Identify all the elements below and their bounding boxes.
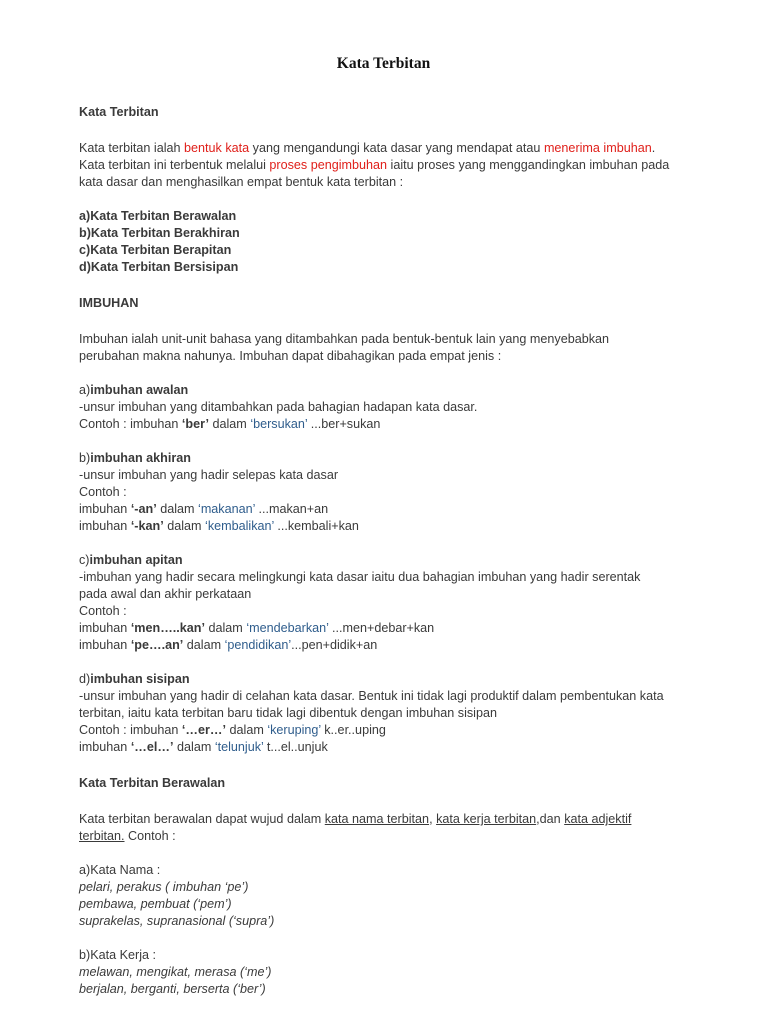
text: Kata terbitan ini terbentuk melalui <box>79 158 270 172</box>
text: imbuhan <box>79 519 131 533</box>
text: ...makan+an <box>254 502 329 516</box>
text: dalam <box>209 417 251 431</box>
paragraph-line: terbitan, iaitu kata terbitan baru tidak lagi dibentuk dengan imbuhan sisipan <box>79 706 497 720</box>
text: yang mengandungi kata dasar yang mendapat atau <box>249 141 544 155</box>
link-kata-nama-terbitan[interactable]: kata nama terbitan <box>324 812 430 826</box>
text: ...men+debar+kan <box>328 621 435 635</box>
text: t...el..unjuk <box>263 740 328 754</box>
example-word: ‘telunjuk’ <box>214 740 264 754</box>
paragraph-line: kata dasar dan menghasilkan empat bentuk kata terbitan : <box>79 175 404 189</box>
text: ‘ber’ <box>181 417 209 431</box>
example-word: ‘makanan’ <box>198 502 255 516</box>
paragraph-line: Contoh : <box>79 485 127 499</box>
subheading-awalan <box>79 382 728 399</box>
link-proses-pengimbuhan[interactable]: proses pengimbuhan <box>269 158 388 172</box>
list-item: b)Kata Terbitan Berakhiran <box>79 226 240 240</box>
text: d) <box>79 672 91 686</box>
text: imbuhan sisipan <box>90 672 190 686</box>
text: k..er..uping <box>320 723 386 737</box>
example-line <box>79 518 728 535</box>
text: ...pen+didik+an <box>291 638 378 652</box>
text: iaitu proses yang menggandingkan imbuhan pada <box>387 158 670 172</box>
text: imbuhan akhiran <box>90 451 191 465</box>
text: Kata terbitan berawalan dapat wujud dalam <box>79 812 325 826</box>
text: ...kembali+kan <box>273 519 359 533</box>
list-item: a)Kata Terbitan Berawalan <box>79 209 237 223</box>
text: imbuhan <box>79 638 131 652</box>
text: Kata terbitan ialah <box>79 141 185 155</box>
text: dalam <box>156 502 199 516</box>
text: Contoh : imbuhan <box>79 417 182 431</box>
example-list-item: melawan, mengikat, merasa (‘me’) <box>79 965 272 979</box>
section-heading-kata-terbitan: Kata Terbitan <box>79 105 159 119</box>
text: ...ber+sukan <box>307 417 381 431</box>
text: dalam <box>183 638 225 652</box>
section-heading-berawalan: Kata Terbitan Berawalan <box>79 776 226 790</box>
text: dalam <box>205 621 247 635</box>
text: imbuhan <box>79 621 131 635</box>
paragraph-line <box>79 828 728 845</box>
text: ‘…er…’ <box>181 723 227 737</box>
subheading-kata-kerja: b)Kata Kerja : <box>79 948 157 962</box>
paragraph-line <box>79 140 728 157</box>
document-title: Kata Terbitan <box>336 55 431 72</box>
text: a) <box>79 383 91 397</box>
text: imbuhan awalan <box>90 383 189 397</box>
section-heading-imbuhan: IMBUHAN <box>79 296 139 310</box>
paragraph-line: -unsur imbuhan yang hadir di celahan kata dasar. Bentuk ini tidak lagi produktif dalam pembentukan kata <box>79 689 664 703</box>
text: imbuhan <box>79 502 131 516</box>
text: Contoh : <box>124 829 176 843</box>
text: dalam <box>226 723 268 737</box>
text: . <box>651 141 656 155</box>
example-word: ‘kembalikan’ <box>205 519 274 533</box>
text: Contoh : imbuhan <box>79 723 182 737</box>
example-word: ‘keruping’ <box>267 723 321 737</box>
link-kata-kerja-terbitan[interactable]: kata kerja terbitan <box>436 812 537 826</box>
subheading-akhiran <box>79 450 728 467</box>
text: ,dan <box>536 812 565 826</box>
example-line <box>79 501 728 518</box>
example-line <box>79 637 728 654</box>
paragraph-line: -unsur imbuhan yang hadir selepas kata dasar <box>79 468 339 482</box>
text: , <box>429 812 437 826</box>
paragraph-line: -unsur imbuhan yang ditambahkan pada bahagian hadapan kata dasar. <box>79 400 478 414</box>
text: ‘pe….an’ <box>130 638 184 652</box>
paragraph-line: Contoh : <box>79 604 127 618</box>
link-bentuk-kata[interactable]: bentuk kata <box>184 141 250 155</box>
example-line <box>79 620 728 637</box>
text: b) <box>79 451 91 465</box>
example-word: ‘pendidikan’ <box>224 638 292 652</box>
text: ‘-an’ <box>130 502 157 516</box>
text: c) <box>79 553 90 567</box>
example-word: ‘bersukan’ <box>250 417 308 431</box>
example-list-item: pembawa, pembuat (‘pem’) <box>79 897 232 911</box>
subheading-apitan <box>79 552 728 569</box>
example-line <box>79 722 728 739</box>
link-terbitan[interactable]: terbitan. <box>79 829 125 843</box>
paragraph-line <box>79 157 728 174</box>
text: ‘-kan’ <box>130 519 164 533</box>
subheading-kata-nama: a)Kata Nama : <box>79 863 161 877</box>
text: dalam <box>163 519 206 533</box>
example-word: ‘mendebarkan’ <box>246 621 329 635</box>
example-list-item: suprakelas, supranasional (‘supra’) <box>79 914 275 928</box>
example-line <box>79 416 728 433</box>
paragraph-line: perubahan makna nahunya. Imbuhan dapat dibahagikan pada empat jenis : <box>79 349 502 363</box>
list-item: d)Kata Terbitan Bersisipan <box>79 260 239 274</box>
link-kata-adjektif[interactable]: kata adjektif <box>564 812 632 826</box>
text: ‘men…..kan’ <box>130 621 205 635</box>
subheading-sisipan <box>79 671 728 688</box>
paragraph-line: -imbuhan yang hadir secara melingkungi kata dasar iaitu dua bahagian imbuhan yang hadir serentak <box>79 570 641 584</box>
list-item: c)Kata Terbitan Berapitan <box>79 243 232 257</box>
text: ‘…el…’ <box>130 740 174 754</box>
paragraph-line: Imbuhan ialah unit-unit bahasa yang ditambahkan pada bentuk-bentuk lain yang menyebabkan <box>79 332 610 346</box>
example-list-item: pelari, perakus ( imbuhan ‘pe’) <box>79 880 249 894</box>
paragraph-line: pada awal dan akhir perkataan <box>79 587 252 601</box>
example-list-item: berjalan, berganti, berserta (‘ber’) <box>79 982 266 996</box>
paragraph-line <box>79 811 728 828</box>
example-line <box>79 739 728 756</box>
text: imbuhan <box>79 740 131 754</box>
text: dalam <box>173 740 215 754</box>
link-menerima-imbuhan[interactable]: menerima imbuhan <box>543 141 652 155</box>
text: imbuhan apitan <box>89 553 183 567</box>
